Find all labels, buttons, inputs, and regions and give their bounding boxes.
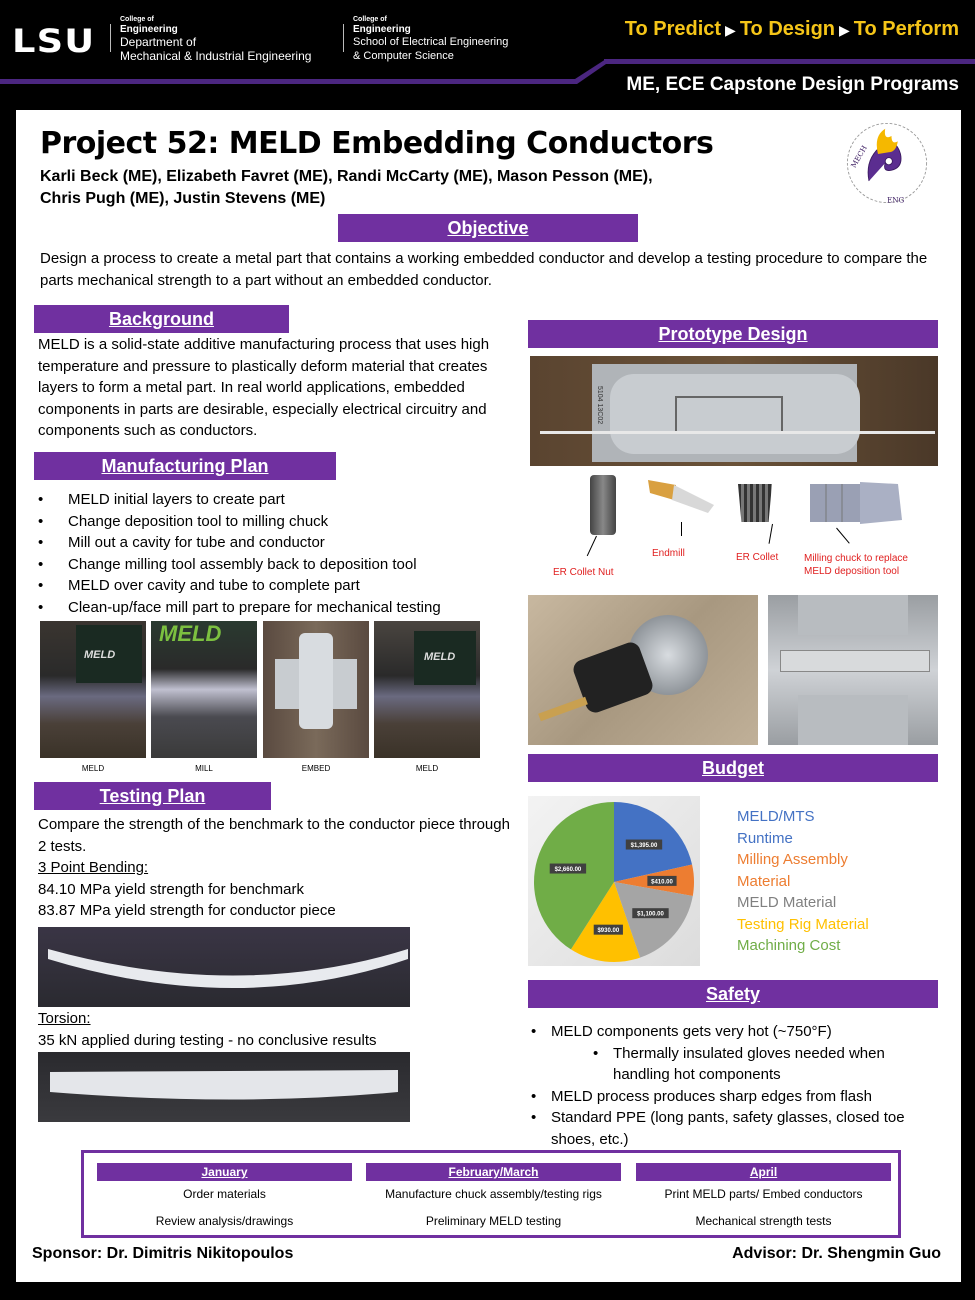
list-item: • Clean-up/face mill part to prepare for mechanical testing — [38, 597, 518, 619]
timeline-april: April Print MELD parts/ Embed conductors Mechanical strength tests — [636, 1163, 891, 1235]
svg-text:ENG: ENG — [887, 195, 905, 205]
svg-text:$1,100.00: $1,100.00 — [637, 911, 664, 918]
list-item: • MELD components gets very hot (~750°F) — [531, 1021, 941, 1043]
safety-list — [531, 1021, 941, 1150]
manufacturing-heading: Manufacturing Plan — [34, 452, 336, 480]
photo-caption: MILL — [195, 764, 213, 773]
pie-data-label — [594, 925, 623, 935]
testing-rig-photo — [768, 595, 938, 745]
torsion-sample-photo — [38, 1052, 410, 1122]
list-item: • Change deposition tool to milling chuck — [38, 511, 518, 533]
arrow-icon — [587, 536, 597, 556]
photo-caption: EMBED — [301, 764, 331, 773]
list-item: • Mill out a cavity for tube and conductor — [38, 532, 518, 554]
svg-text:$410.00: $410.00 — [651, 879, 673, 886]
list-item: • MELD over cavity and tube to complete part — [38, 575, 518, 597]
divider — [343, 24, 344, 52]
purple-line — [604, 59, 975, 64]
budget-pie-chart — [528, 796, 700, 966]
endmill-image — [646, 475, 716, 515]
prototype-part-photo: 5104 13C02 — [530, 356, 938, 466]
pie-data-label — [550, 864, 586, 874]
svg-text:MECH: MECH — [848, 143, 869, 170]
list-item: • MELD initial layers to create part — [38, 489, 518, 511]
tool-label: ER Collet Nut — [553, 567, 614, 578]
torsion-text: Torsion: 35 kN applied during testing - no conclusive results — [38, 1010, 377, 1049]
list-item: • MELD process produces sharp edges from flash — [531, 1086, 941, 1108]
arrow-icon — [681, 522, 682, 536]
photo-caption: MELD — [81, 764, 105, 773]
pie-data-label — [632, 908, 668, 918]
manufacturing-steps — [38, 489, 518, 618]
objective-heading: Objective — [338, 214, 638, 242]
tagline: To Predict ▶ To Design ▶ To Perform — [624, 18, 959, 40]
arrow-icon — [769, 524, 773, 544]
legend-item: Machining Cost — [737, 937, 841, 954]
background-text: MELD is a solid-state additive manufacturing process that uses high temperature and pressure to plastically deform material that creates layers to form a metal part. In real world applications, embedded components in parts are desirable, especially electrical circuitry and components such as conductors. — [38, 336, 490, 439]
tool-label: ER Collet — [736, 552, 779, 563]
photo-caption: MELD — [415, 764, 439, 773]
testing-heading: Testing Plan — [34, 782, 271, 810]
purple-line — [0, 79, 575, 84]
er-collet-nut-image — [590, 475, 616, 535]
me-department: College of Engineering Department of Mechanical & Industrial Engineering — [120, 16, 312, 63]
milling-chuck-image — [808, 480, 904, 526]
tool-label: Milling chuck to replace MELD deposition tool — [804, 553, 908, 577]
tool-label: Endmill — [652, 548, 685, 559]
timeline-february-march: February/March Manufacture chuck assembly/testing rigs Preliminary MELD testing — [366, 1163, 621, 1235]
list-item: • Change milling tool assembly back to deposition tool — [38, 554, 518, 576]
pie-data-label — [647, 876, 676, 886]
svg-text:$930.00: $930.00 — [597, 928, 620, 935]
play-arrow-icon: ▶ — [725, 22, 736, 38]
divider — [110, 24, 111, 52]
er-collet-image — [738, 484, 772, 522]
header-banner — [0, 0, 975, 100]
poster-body — [16, 110, 961, 1282]
authors: Karli Beck (ME), Elizabeth Favret (ME), Randi McCarty (ME), Mason Pesson (ME), Chris Pugh (ME), Justin Stevens (ME) — [40, 168, 653, 207]
lsu-logo: LSU — [12, 22, 96, 60]
safety-heading: Safety — [528, 980, 938, 1008]
play-arrow-icon: ▶ — [839, 22, 850, 38]
project-title: Project 52: MELD Embedding Conductors — [40, 126, 714, 161]
sponsor: Sponsor: Dr. Dimitris Nikitopoulos — [32, 1245, 294, 1262]
legend-item: Runtime — [737, 829, 793, 847]
list-item: • Standard PPE (long pants, safety glasses, closed toe shoes, etc.) — [531, 1107, 941, 1150]
timeline-january: January Order materials Review analysis/drawings — [97, 1163, 352, 1235]
budget-legend — [737, 806, 869, 957]
testing-text: Compare the strength of the benchmark to the conductor piece through 2 tests. 3 Point Bending: 84.10 MPa yield strength for benchmark 83.87 MPa yield strength for conductor piece — [38, 816, 510, 919]
background-heading: Background — [34, 305, 289, 333]
arrow-icon — [836, 528, 850, 544]
budget-heading: Budget — [528, 754, 938, 782]
mechanical-engineering-logo — [842, 118, 932, 208]
list-item: • Thermally insulated gloves needed when handling hot components — [593, 1043, 941, 1086]
meld-photo-2: MELD — [374, 621, 480, 758]
pie-data-label — [626, 840, 662, 850]
legend-item: MELD Material — [737, 894, 837, 911]
advisor: Advisor: Dr. Shengmin Guo — [732, 1245, 941, 1262]
ece-department: College of Engineering School of Electrical Engineering & Computer Science — [353, 16, 509, 62]
legend-item: Milling Assembly — [737, 851, 848, 868]
legend-item: Material — [737, 872, 791, 890]
legend-item: Testing Rig Material — [737, 915, 869, 933]
bending-sample-photo — [38, 927, 410, 1007]
prototype-heading: Prototype Design — [528, 320, 938, 348]
mill-photo: MELD — [151, 621, 257, 758]
svg-text:$2,660.00: $2,660.00 — [554, 867, 582, 874]
milling-assembly-photo — [528, 595, 758, 745]
meld-photo: MELD — [40, 621, 146, 758]
legend-item: MELD/MTS — [737, 808, 815, 825]
embed-photo — [263, 621, 369, 758]
objective-text: Design a process to create a metal part that contains a working embedded conductor and develop a testing procedure to compare the parts mechanical strength to a part without an embedded conductor. — [40, 250, 928, 289]
project-timeline — [81, 1150, 901, 1238]
program-title: ME, ECE Capstone Design Programs — [626, 74, 959, 95]
svg-text:$1,395.00: $1,395.00 — [630, 843, 658, 850]
